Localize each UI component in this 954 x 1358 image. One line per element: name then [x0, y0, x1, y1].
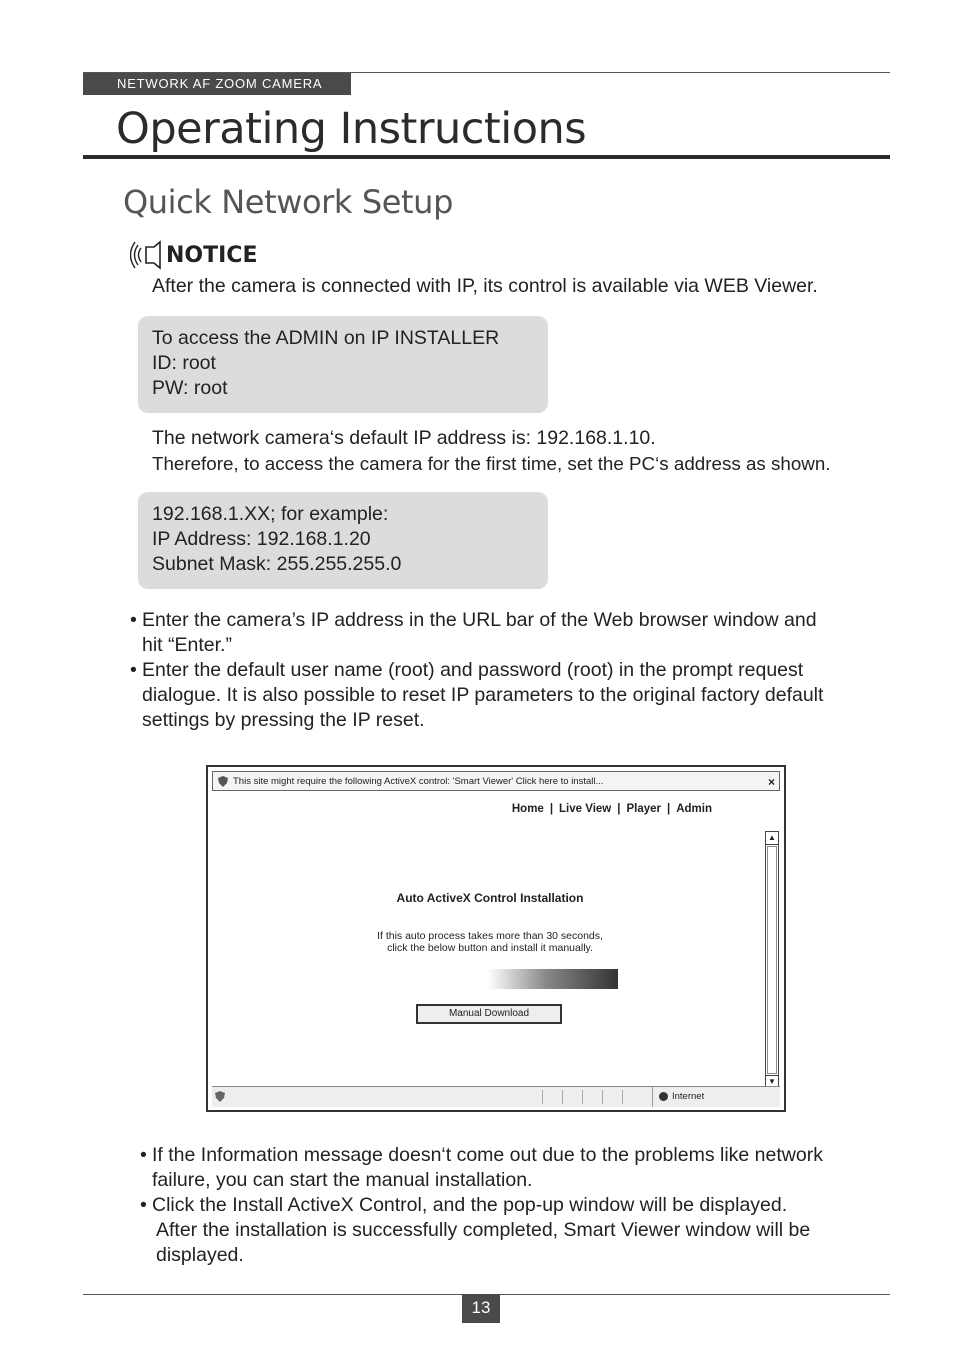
page-title: Operating Instructions	[116, 104, 587, 154]
notice-heading	[130, 240, 257, 270]
security-icon	[215, 1091, 225, 1102]
nav-admin[interactable]: Admin	[676, 803, 712, 815]
activex-heading: Auto ActiveX Control Installation	[396, 891, 584, 905]
list-item: • Enter the camera’s IP address in the URL bar of the Web browser window and hit “Enter.”	[130, 608, 880, 658]
page-number: 13	[462, 1294, 500, 1323]
status-divider	[602, 1090, 603, 1104]
status-divider	[562, 1090, 563, 1104]
instruction-list-bottom	[140, 1143, 880, 1268]
security-zone	[652, 1087, 704, 1107]
browser-screenshot	[206, 765, 786, 1112]
activex-message: If this auto process takes more than 30 seconds, click the below button and install it manually.	[377, 930, 603, 954]
notice-label: NOTICE	[166, 242, 258, 268]
info-bar-text: This site might require the following ActiveX control: 'Smart Viewer' Click here to install...	[233, 776, 604, 787]
instruction-list-top	[130, 608, 880, 733]
section-title: Quick Network Setup	[123, 183, 453, 221]
scroll-thumb[interactable]	[767, 846, 777, 1074]
scrollbar[interactable]	[765, 831, 779, 1089]
title-rule	[83, 155, 890, 159]
status-divider	[622, 1090, 623, 1104]
nav-live-view[interactable]: Live View	[559, 803, 612, 815]
default-ip-text: The network camera‘s default IP address is: 192.168.1.10.	[152, 427, 656, 449]
globe-icon	[659, 1092, 668, 1101]
nav-home[interactable]: Home	[511, 803, 544, 815]
example-subnet-mask: Subnet Mask: 255.255.255.0	[152, 553, 402, 575]
status-divider	[542, 1090, 543, 1104]
example-ip-line: 192.168.1.XX; for example:	[152, 503, 389, 525]
notice-text: After the camera is connected with IP, its control is available via WEB Viewer.	[152, 275, 818, 297]
admin-info-box	[138, 316, 548, 413]
admin-pw-line: PW: root	[152, 377, 228, 399]
nav-separator: |	[667, 803, 671, 815]
status-divider	[582, 1090, 583, 1104]
nav-separator: |	[549, 803, 554, 815]
status-bar	[212, 1086, 780, 1107]
shield-icon	[218, 776, 228, 787]
viewer-nav	[512, 803, 712, 815]
example-ip-address: IP Address: 192.168.1.20	[152, 528, 371, 550]
list-item: • Click the Install ActiveX Control, and the pop-up window will be displayed. After the installation is successfully completed, Smart Viewer window will be displayed.	[140, 1193, 880, 1268]
nav-player[interactable]: Player	[626, 803, 661, 815]
admin-info-line: To access the ADMIN on IP INSTALLER	[152, 327, 500, 349]
scroll-down-icon[interactable]: ▼	[766, 1075, 778, 1088]
list-item: • If the Information message doesn‘t come out due to the problems like network failure, you can start the manual installation.	[140, 1143, 880, 1193]
manual-download-button[interactable]: Manual Download	[416, 1004, 562, 1024]
example-ip-box	[138, 492, 548, 589]
activex-info-bar[interactable]	[212, 771, 780, 791]
admin-id-line: ID: root	[152, 352, 216, 374]
progress-bar	[488, 969, 618, 989]
pc-address-text: Therefore, to access the camera for the first time, set the PC‘s address as shown.	[152, 453, 831, 474]
notice-speaker-icon	[130, 240, 164, 270]
close-icon[interactable]: ×	[767, 775, 775, 789]
list-item: • Enter the default user name (root) and password (root) in the prompt request dialogue. It is also possible to reset IP parameters to the original factory default settings by pressing the IP reset.	[130, 658, 880, 733]
header-tab: NETWORK AF ZOOM CAMERA	[83, 73, 351, 95]
zone-label: Internet	[672, 1091, 705, 1102]
nav-separator: |	[617, 803, 621, 815]
scroll-up-icon[interactable]: ▲	[766, 832, 778, 845]
